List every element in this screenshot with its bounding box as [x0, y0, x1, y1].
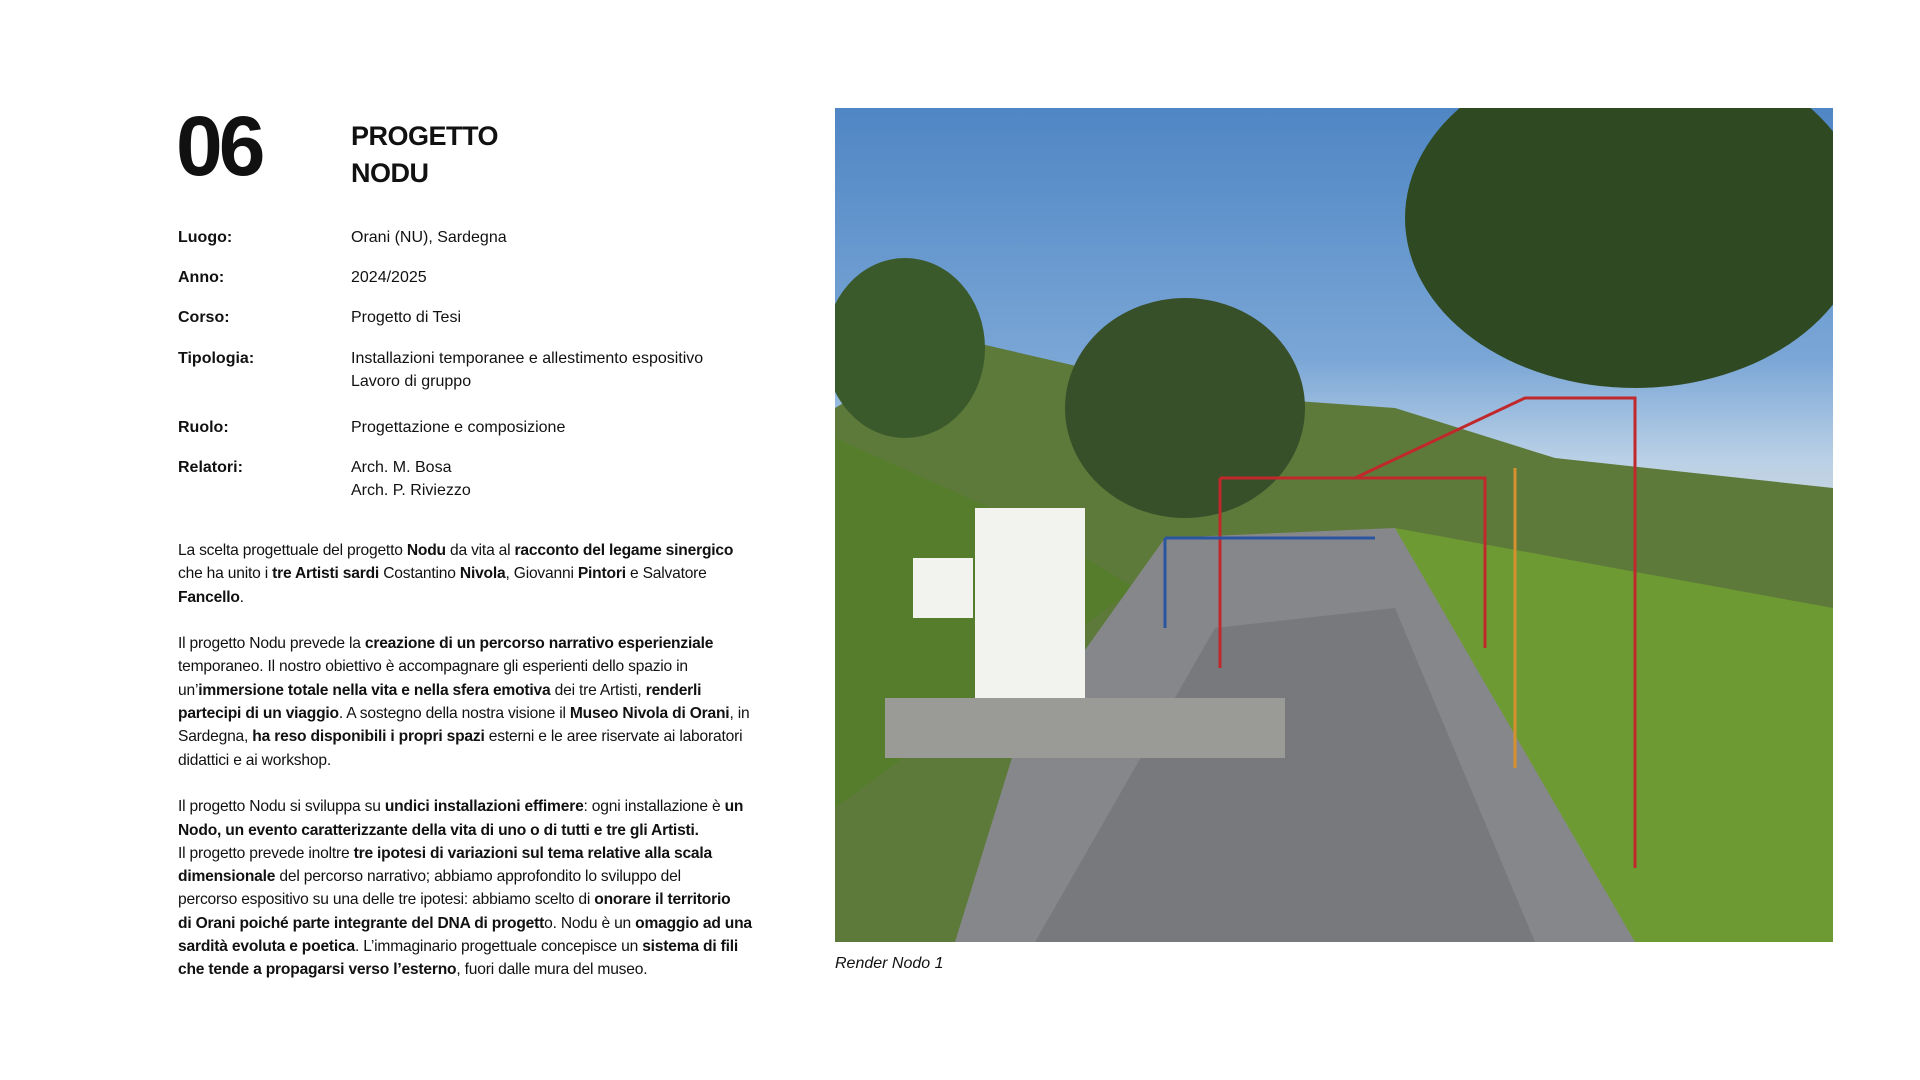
bold-text: racconto del legame sinergico: [514, 542, 734, 559]
text: che ha unito i: [178, 565, 273, 583]
bold-text: Nodo, un evento caratterizzante della vita di uno o di tutti e tre gli Artisti.: [178, 821, 699, 839]
bold-text: tre Artisti sardi: [272, 565, 380, 583]
text: , in: [729, 705, 750, 723]
text: .: [239, 588, 244, 606]
text-line: [178, 749, 778, 772]
text: dei tre Artisti,: [550, 681, 646, 699]
project-title: [351, 118, 498, 192]
text: , Giovanni: [505, 565, 578, 583]
text: Il progetto Nodu si sviluppa su: [178, 798, 385, 816]
bold-text: onorare il territorio: [594, 891, 731, 909]
text-line: [178, 865, 778, 888]
text-line: [178, 842, 778, 865]
text-line: [178, 679, 778, 702]
text: . L’immaginario progettuale concepisce un: [355, 938, 643, 956]
text: esterni e le aree riservate ai laboratori: [484, 728, 743, 746]
bold-text: tre ipotesi di variazioni sul tema relative alla scala: [353, 844, 712, 862]
bold-text: Nodu: [406, 542, 446, 559]
tree: [1065, 298, 1305, 518]
title-line: PROGETTO: [351, 121, 499, 151]
bold-text: omaggio ad una: [635, 914, 752, 932]
meta-value-line: Lavoro di gruppo: [351, 373, 472, 390]
text: didattici e ai workshop.: [178, 751, 331, 769]
meta-value: [351, 226, 507, 249]
bold-text: Pintori: [577, 565, 626, 583]
meta-label: Anno:: [178, 269, 225, 286]
text-line: [178, 935, 778, 958]
render-image: [835, 108, 1833, 942]
text: da vita al: [445, 542, 515, 559]
text: La scelta progettuale del progetto: [178, 542, 407, 559]
text-line: [178, 958, 778, 981]
title-line: NODU: [351, 158, 429, 188]
meta-value: [351, 306, 461, 329]
bold-text: Nivola: [459, 565, 506, 583]
meta-label: Tipologia:: [178, 350, 255, 367]
bold-text: renderli: [645, 681, 702, 699]
meta-value-line: Arch. P. Riviezzo: [351, 482, 471, 499]
text-line: [178, 702, 778, 725]
meta-value: [351, 347, 703, 393]
text-line: [178, 888, 778, 911]
meta-label: Ruolo:: [178, 419, 229, 436]
render-illustration: [835, 108, 1833, 942]
meta-label: Relatori:: [178, 459, 243, 476]
text-line: [178, 819, 778, 842]
photo-caption: Render Nodo 1: [835, 955, 944, 972]
meta-value-line: Installazioni temporanee e allestimento espositivo: [351, 350, 704, 367]
text-line: [178, 655, 778, 678]
text-line: [178, 725, 778, 748]
text: , fuori dalle mura del museo.: [456, 961, 648, 979]
section-number: 06: [176, 99, 262, 193]
bold-text: sistema di fili: [642, 938, 738, 956]
display-panel-small: [913, 558, 973, 618]
bold-text: creazione di un percorso narrativo esperienziale: [364, 635, 714, 653]
bold-text: di Orani poiché parte integrante del DNA di progett: [178, 914, 545, 932]
bold-text: undici installazioni effimere: [384, 798, 584, 816]
text: . A sostegno della nostra visione il: [338, 705, 570, 723]
meta-value: [351, 416, 565, 439]
meta-value-line: 2024/2025: [351, 269, 427, 286]
project-description: [178, 539, 778, 982]
text: Il progetto prevede inoltre: [178, 844, 354, 862]
text-line: [178, 632, 778, 655]
bold-text: ha reso disponibili i propri spazi: [252, 728, 485, 746]
meta-value-line: Orani (NU), Sardegna: [351, 229, 507, 246]
text: Costantino: [379, 565, 460, 583]
text-line: [178, 912, 778, 935]
meta-value: [351, 456, 471, 502]
text-line: [178, 586, 778, 609]
meta-value-line: Progetto di Tesi: [351, 309, 461, 326]
paragraph-gap: [178, 609, 778, 632]
text: Il progetto Nodu prevede la: [178, 635, 365, 653]
stone-blocks: [885, 698, 1285, 758]
bold-text: partecipi di un viaggio: [178, 705, 339, 723]
text: : ogni installazione è: [583, 798, 725, 816]
meta-label: Corso:: [178, 309, 230, 326]
meta-value: [351, 266, 427, 289]
meta-value-line: Progettazione e composizione: [351, 419, 566, 436]
text-line: [178, 795, 778, 818]
text: temporaneo. Il nostro obiettivo è accompagnare gli esperienti dello spazio in: [178, 658, 688, 676]
text: del percorso narrativo; abbiamo approfondito lo sviluppo del: [275, 868, 681, 886]
meta-label: Luogo:: [178, 229, 233, 246]
text: Sardegna,: [178, 728, 253, 746]
text-line: [178, 539, 778, 562]
bold-text: Fancello: [178, 588, 240, 606]
tree: [1405, 108, 1833, 388]
display-panel: [975, 508, 1085, 728]
paragraph-gap: [178, 772, 778, 795]
text: un’: [178, 681, 199, 699]
text: percorso espositivo su una delle tre ipotesi: abbiamo scelto di: [178, 891, 595, 909]
bold-text: un: [724, 798, 744, 816]
bold-text: immersione totale nella vita e nella sfera emotiva: [198, 681, 551, 699]
text: e Salvatore: [625, 565, 707, 583]
bold-text: sardità evoluta e poetica: [178, 938, 355, 956]
text: o. Nodu è un: [544, 914, 636, 932]
bold-text: che tende a propagarsi verso l’esterno: [178, 961, 457, 979]
bold-text: dimensionale: [178, 868, 276, 886]
bold-text: Museo Nivola di Orani: [569, 705, 730, 723]
text-line: [178, 562, 778, 585]
meta-value-line: Arch. M. Bosa: [351, 459, 452, 476]
